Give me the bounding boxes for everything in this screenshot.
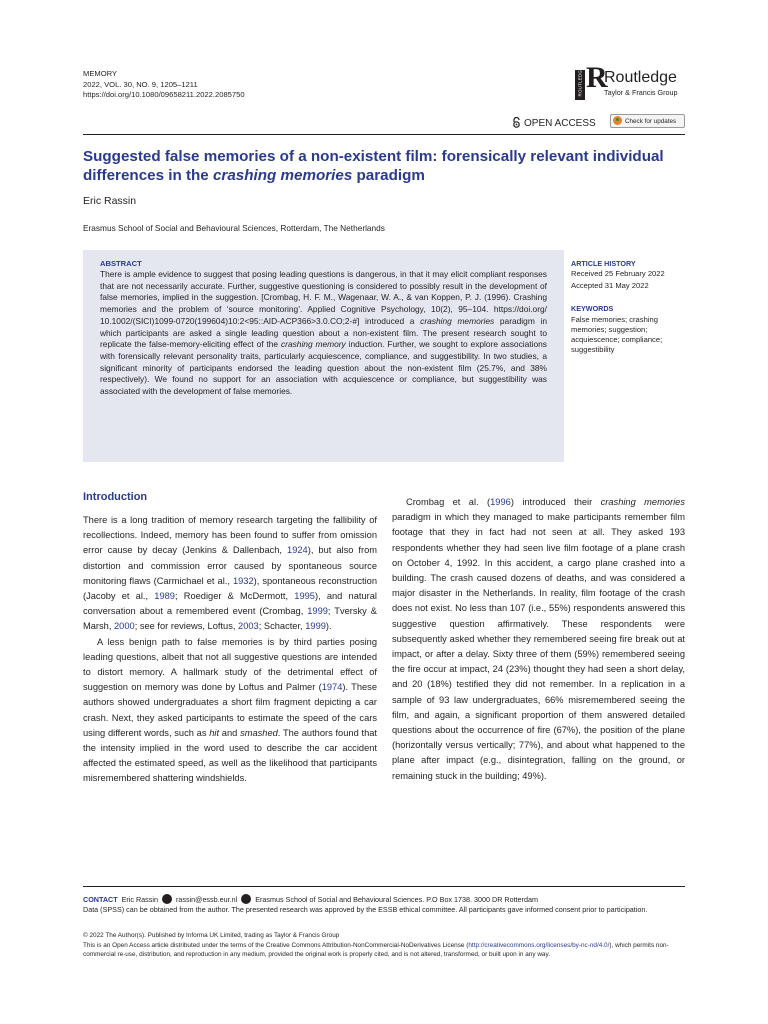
contact-address: Erasmus School of Social and Behavioural Sciences. P.O Box 1738. 3000 DR Rotterdam [255,895,538,904]
publisher-logo-letter: R [586,61,608,94]
open-access-text: OPEN ACCESS [524,118,596,129]
paragraph-text: ), and natural conversation about a remembered event (Crombag, [83,591,377,617]
check-updates-icon [613,116,622,125]
open-access-label [512,117,596,130]
paragraph-text: ). These authors showed undergraduates a short film fragment depicting a car crash. Next, they asked participants to estimate the speed of the cars using different words, such as [83,682,378,738]
author-affiliation: Erasmus School of Social and Behavioural Sciences, Rotterdam, The Netherlands [83,223,385,233]
citation-link[interactable]: 1989 [154,591,175,602]
keywords-heading: KEYWORDS [571,304,614,313]
copyright-line: © 2022 The Author(s). Published by Informa UK Limited, trading as Taylor & Francis Group [83,932,340,939]
paragraph-text: and [219,727,241,738]
citation-link[interactable]: 1999 [307,606,328,617]
abstract-italic-1: crashing memories [420,315,495,326]
italic-text: hit [209,727,220,738]
article-doi[interactable]: https://doi.org/10.1080/09658211.2022.2085750 [83,90,245,99]
journal-meta [83,69,245,101]
license-text-1: This is an Open Access article distributed under the terms of the Creative Commons Attribution-NonCommercial-NoDerivatives License ( [83,941,469,949]
paragraph-text: paradigm in which they managed to make participants remember film footage that they in fact had not seen at all. They asked 193 respondents whether they had seen live film footage of a plane crash on October 4, 1992. In this accident, a cargo plane crashed into a building. The crash caused dozens of deaths, and was considered a major disaster in the Netherlands. In reality, film footage of the crash does not exist. No less than 107 (i.e., 55%) respondents answered this suggestive question affirmatively. These respondents were subsequently asked whether they remembered seeing fire break out at impact, or after a delay. Sixty three of them (59%) remembered seeing the fire occur at impact, 24 (23%) thought they had seen a short delay, and 20 (18%) testified they did not remember. In a replication in a sample of 93 law undergraduates, 66% misremembered seeing the film, and again, a significant proportion of them answered detailed questions about the occurrence of fire (67%), the position of the plane (horizontally versus vertically; 77%), and about what happened to the plane after impact (e.g., disintegration, falling on the ground, or remaining stuck in the building; 49%). [392,512,685,781]
paragraph-text: ; Schacter, [258,621,306,632]
abstract-text-3: induction. Further, we sought to explore associations with forensically relevant personality traits, particularly acquiescence, compliance, and suggestibility. In two studies, a significant minority of participants endorsed the leading question about the non-existent film (25.7%, and 38% respectively). We found no support for an association with acquiescence or compliance, but suggestibility was associated with the development of false memories. [100,339,547,397]
abstract-text [100,269,547,398]
article-history-heading: ARTICLE HISTORY [571,259,636,268]
citation-link[interactable]: 1995 [294,591,315,602]
citation-link[interactable]: 1932 [232,575,254,586]
received-date: Received 25 February 2022 [571,269,665,278]
citation-link[interactable]: 1974 [321,682,343,693]
header-divider [83,134,685,135]
title-text-2: paradigm [352,167,425,184]
check-updates-button[interactable] [610,114,685,128]
email-icon [162,894,172,904]
contact-label: CONTACT [83,895,118,904]
license-text [83,941,685,960]
contact-name: Eric Rassin [121,895,158,904]
author-name: Eric Rassin [83,195,137,207]
introduction-heading: Introduction [83,491,148,503]
intro-paragraph-2 [83,635,377,787]
citation-link[interactable]: 2003 [238,621,259,632]
paragraph-text: ), spontaneous reconstruction (Jacoby et al., [83,575,377,602]
paragraph-text: ), but also from distortion and commission error caused by spontaneous source monitoring flaws (Carmichael et al., [83,545,377,586]
publisher-vertical-text: ROUTLEDGE [577,66,583,97]
title-text-1: Suggested false memories of a non-existent film: forensically relevant individual differences in the [83,148,664,184]
publisher-name: Routledge [604,69,677,86]
title-italic: crashing memories [212,167,353,184]
paragraph-text: . The authors found that the intensity implied in the word used to describe the car accident affected the estimated speed, as well as the likelihood that participants misremembered shattering windshields. [83,727,377,784]
citation-link[interactable]: 1924 [287,545,308,556]
paragraph-text: A less benign path to false memories is by third parties posing leading questions, albeit that not all suggestive questions are intended to distort memory. A hallmark study of the detrimental effect of suggestion on memory was done by Loftus and Palmer ( [83,636,377,693]
intro-paragraph-1 [83,513,377,635]
right-column [392,495,685,784]
license-text-2: ), which permits non-commercial re-use, distribution, and reproduction in any medium, provided the original work is properly cited, and is not altered, transformed, or built upon in any way. [83,941,669,958]
article-title [83,147,685,185]
paragraph-text: ; Tversky & Marsh, [83,606,377,632]
paragraph-text: There is a long tradition of memory research targeting the fallibility of recollections. Indeed, memory has been found to suffer from omission error cause by decay (Jenkins & Dallenbach, [83,515,377,556]
italic-text: smashed [240,727,278,738]
paragraph-text: ; Roediger & McDermott, [174,591,295,602]
contact-note: Data (SPSS) can be obtained from the author. The presented research was approved by the ESSB ethical committee. All participants gave informed consent prior to participation. [83,905,648,914]
paragraph-text: Crombag et al. ( [406,497,491,507]
journal-issue: 2022, VOL. 30, NO. 9, 1205–1211 [83,79,198,89]
citation-link[interactable]: 1999 [305,621,326,632]
citation-link[interactable]: 1996 [490,497,511,507]
open-access-icon [512,117,521,128]
journal-name: MEMORY [83,69,118,78]
address-icon [241,894,251,904]
abstract-text-2: paradigm in which participants are asked a single leading question about a non-existent film. The present research sought to replicate the false-memory-eliciting effect of the [100,315,547,350]
paragraph-text: ) introduced their [510,497,601,507]
citation-link[interactable]: 2000 [114,621,135,632]
italic-text: crashing memories [600,497,685,507]
paragraph-text: ). [325,621,332,632]
contact-email[interactable]: rassin@essb.eur.nl [175,895,238,904]
abstract-heading: ABSTRACT [100,259,142,268]
check-updates-label: Check for updates [625,118,677,125]
license-block [83,931,685,960]
footer-divider [83,886,685,887]
paragraph-text: ; see for reviews, Loftus, [134,621,239,632]
publisher-subtitle: Taylor & Francis Group [604,88,678,97]
publisher-vertical-mark [575,66,585,100]
intro-paragraph-3 [392,495,685,784]
accepted-date: Accepted 31 May 2022 [571,281,649,290]
license-link[interactable]: http://creativecommons.org/licenses/by-nc-nd/4.0/ [468,941,610,949]
contact-block [83,894,685,915]
left-column [83,513,377,787]
abstract-text-1: There is ample evidence to suggest that posing leading questions is dangerous, in that it may elicit compliant responses that are not necessarily accurate. Further, suggestive questioning is considered to possibly result in the development of false memories, implied in the suggestion. [Crombag, H. F. M., Wagenaar, W. A., & van Koppen, P. J. (1996). Crashing memories and the problem of ‘source monitoring’. Applied Cognitive Psychology, 10(2), 95–104. https://doi.org/ 10.1002/(SICI)1099-0720(199604)10:2<95::AID-ACP366>3.0.CO;2-#] introduced a [100,269,547,326]
abstract-italic-2: crashing memory [280,339,346,350]
keywords-list: False memories; crashing memories; suggestion; acquiescence; compliance; suggestibility [571,315,663,354]
